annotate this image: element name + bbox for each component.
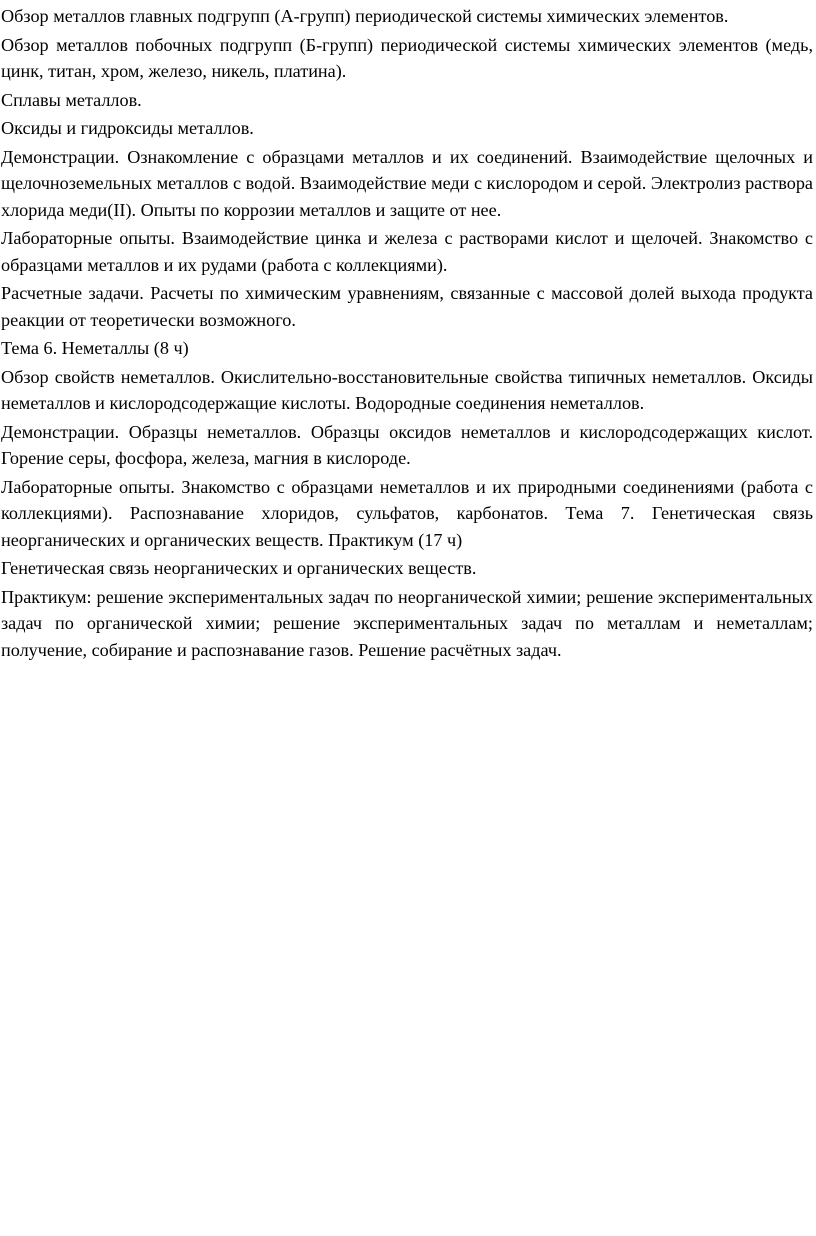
paragraph-genetic-link: Генетическая связь неорганических и органических веществ.: [1, 558, 477, 578]
paragraph-metal-lab-experiments: Лабораторные опыты. Взаимодействие цинка и железа с растворами кислот и щелочей. Знакомство с образцами металлов и их рудами (работа с коллекциями).: [1, 228, 813, 275]
paragraph-calculation-tasks: Расчетные задачи. Расчеты по химическим уравнениям, связанные с массовой долей выхода продукта реакции от теоретически возможного.: [1, 283, 813, 330]
paragraph-side-group-metals: Обзор металлов побочных подгрупп (Б-групп) периодической системы химических элементов (медь, цинк, титан, хром, железо, никель, платина).: [1, 34, 813, 81]
paragraph-nonmetal-lab-experiments: Лабораторные опыты. Знакомство с образцами неметаллов и их природными соединениями (работа с коллекциями). Распознавание хлоридов, сульфатов, карбонатов. Тема 7. Генетическая связь неорганических и органических веществ. Практикум (17 ч): [1, 476, 813, 550]
paragraph-practicum: Практикум: решение экспериментальных задач по неорганической химии; решение экспериментальных задач по органической химии; решение экспериментальных задач по металлам и неметаллам; получение, собирание и распознавание газов. Решение расчётных задач.: [1, 586, 813, 660]
paragraph-main-group-metals: Обзор металлов главных подгрупп (А-групп) периодической системы химических элементов.: [1, 6, 729, 26]
paragraph-oxides-hydroxides: Оксиды и гидроксиды металлов.: [1, 118, 254, 138]
topic-6-heading: Тема 6. Неметаллы (8 ч): [1, 338, 189, 358]
paragraph-nonmetal-demonstrations: Демонстрации. Образцы неметаллов. Образцы оксидов неметаллов и кислородсодержащих кислот. Горение серы, фосфора, железа, магния в кислороде.: [1, 421, 813, 468]
paragraph-metal-demonstrations: Демонстрации. Ознакомление с образцами металлов и их соединений. Взаимодействие щелочных и щелочноземельных металлов с водой. Взаимодействие меди с кислородом и серой. Электролиз раствора хлорида меди(II). Опыты по коррозии металлов и защите от нее.: [1, 146, 813, 220]
paragraph-nonmetal-overview: Обзор свойств неметаллов. Окислительно-восстановительные свойства типичных неметаллов. Оксиды неметаллов и кислородсодержащие кислоты. Водородные соединения неметаллов.: [1, 366, 813, 413]
paragraph-alloys: Сплавы металлов.: [1, 89, 142, 110]
